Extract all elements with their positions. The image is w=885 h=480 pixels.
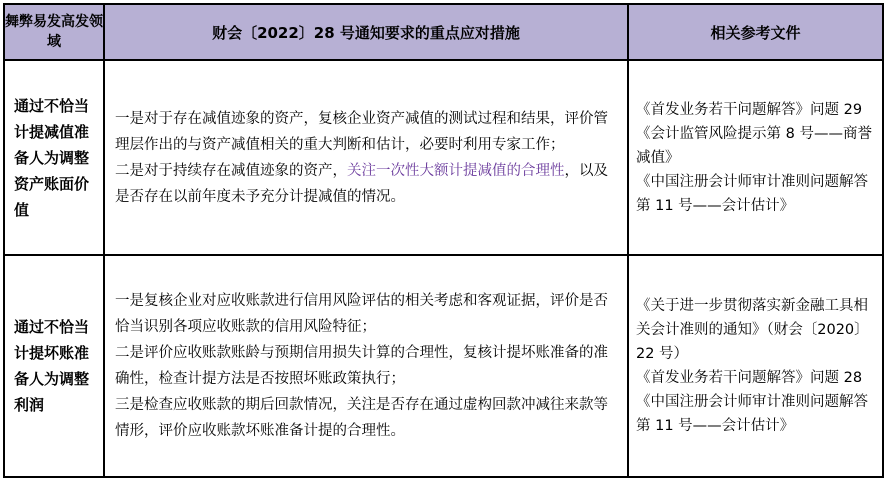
reference-item: 《中国注册会计师审计准则问题解答第 11 号——会计估计》 xyxy=(636,394,868,434)
measure-item: 一是对于存在减值迹象的资产，复核企业资产减值的测试过程和结果，评价管理层作出的与资产减值相关的重大判断和估计，必要时利用专家工作； xyxy=(115,110,608,153)
measure-item: 一是复核企业对应收账款进行信用风险评估的相关考虑和客观证据，评价是否恰当识别各项应收账款的信用风险特征； xyxy=(115,293,608,335)
measures-table xyxy=(3,3,884,478)
fraud-area-bad-debt: 通过不恰当计提坏账准备人为调整利润 xyxy=(4,255,104,477)
measure-item: 二是对于持续存在减值迹象的资产，关注一次性大额计提减值的合理性，以及是否存在以前年度未予充分计提减值的情况。 xyxy=(115,162,608,205)
header-references: 相关参考文件 xyxy=(628,4,883,60)
measure-cell xyxy=(104,255,628,477)
reference-item: 《首发业务若干问题解答》问题 28 xyxy=(636,370,863,386)
reference-item: 《首发业务若干问题解答》问题 29 xyxy=(636,101,863,118)
reference-cell xyxy=(628,60,883,255)
header-fraud-area: 舞弊易发高发领域 xyxy=(4,4,104,60)
measure-item: 二是评价应收账款账龄与预期信用损失计算的合理性，复核计提坏账准备的准确性，检查计提方法是否按照坏账政策执行； xyxy=(115,345,608,387)
reference-cell xyxy=(628,255,883,477)
measure-item: 三是检查应收账款的期后回款情况，关注是否存在通过虚构回款冲减往来款等情形，评价应收账款坏账准备计提的合理性。 xyxy=(115,397,608,439)
reference-item: 《关于进一步贯彻落实新金融工具相关会计准则的通知》（财会〔2020〕22 号） xyxy=(636,298,869,362)
reference-item: 《会计监管风险提示第 8 号——商誉减值》 xyxy=(636,125,872,166)
header-row xyxy=(4,4,883,60)
fraud-area-impairment: 通过不恰当计提减值准备人为调整资产账面价值 xyxy=(4,60,104,255)
measure-cell xyxy=(104,60,628,255)
table-row xyxy=(4,255,883,477)
table-row xyxy=(4,60,883,255)
reference-item: 《中国注册会计师审计准则问题解答第 11 号——会计估计》 xyxy=(636,173,868,214)
highlight-text: 关注一次性大额计提减值的合理性 xyxy=(347,162,565,179)
header-measures: 财会〔2022〕28 号通知要求的重点应对措施 xyxy=(104,4,628,60)
